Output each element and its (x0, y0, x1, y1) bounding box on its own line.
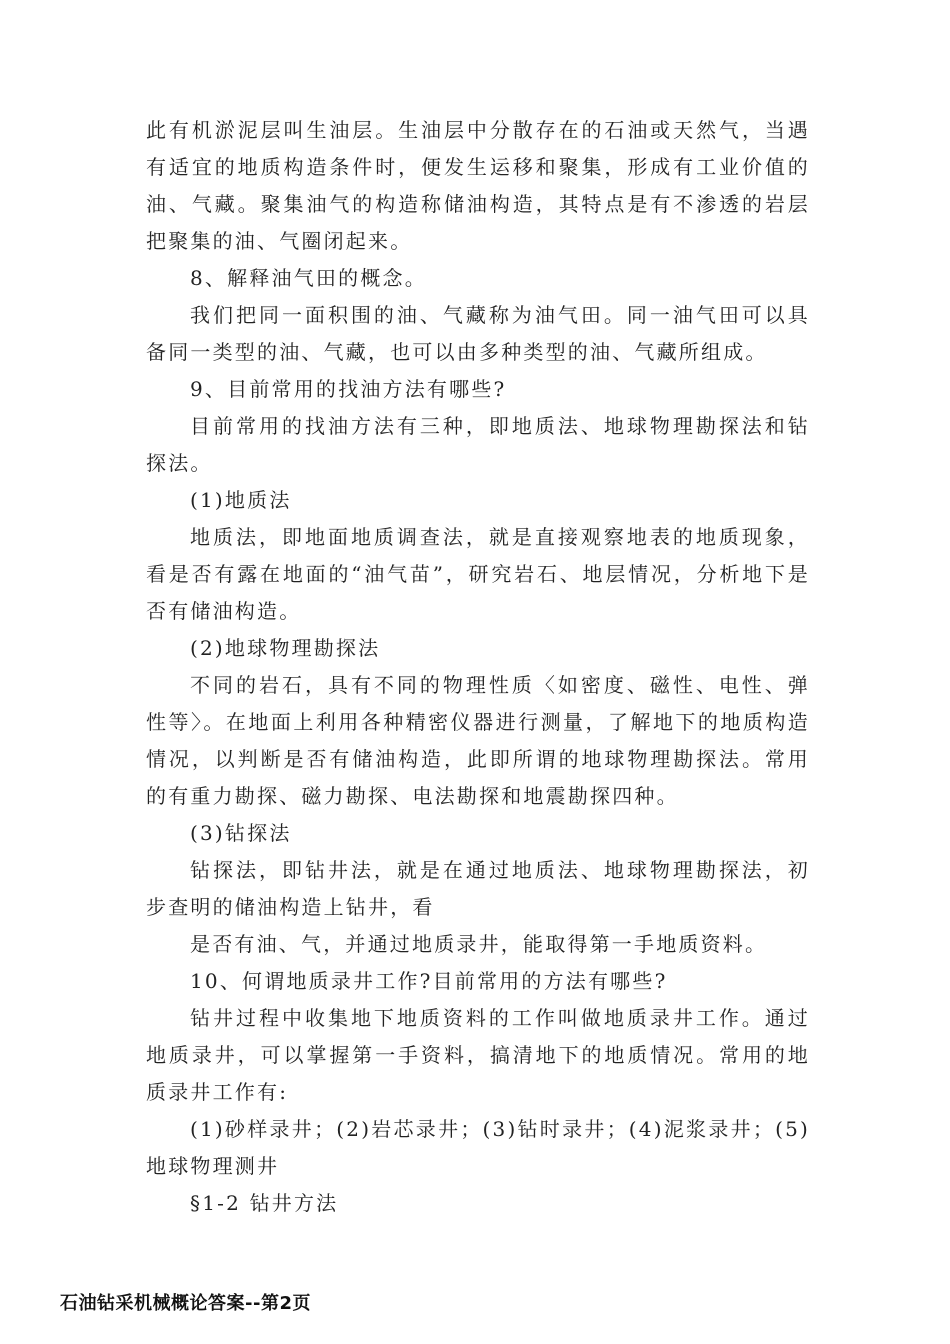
method-geology-text: 地质法，即地面地质调查法，就是直接观察地表的地质现象，看是否有露在地面的“油气苗”，研究岩石、地层情况，分析地下是否有储油构造。 (146, 525, 810, 623)
method-geology-heading: (1)地质法 (190, 488, 292, 512)
logging-methods-list: (1)砂样录井；(2)岩芯录井；(3)钻时录井；(4)泥浆录井；(5)地球物理测井 (146, 1117, 810, 1178)
method-drilling-text-cont: 是否有油、气，并通过地质录井，能取得第一手地质资料。 (190, 932, 768, 956)
question-8: 8、解释油气田的概念。 (190, 266, 427, 290)
method-drilling-heading: (3)钻探法 (190, 821, 292, 845)
question-9: 9、目前常用的找油方法有哪些? (190, 377, 507, 401)
question-10: 10、何谓地质录井工作?目前常用的方法有哪些? (190, 969, 668, 993)
answer-10: 钻井过程中收集地下地质资料的工作叫做地质录井工作。通过地质录井，可以掌握第一手资料，搞清地下的地质情况。常用的地质录井工作有: (146, 1006, 810, 1104)
page-footer: 石油钻采机械概论答案--第2页 (60, 1293, 311, 1314)
paragraph-1: 此有机淤泥层叫生油层。生油层中分散存在的石油或天然气，当遇有适宜的地质构造条件时，便发生运移和聚集，形成有工业价值的油、气藏。聚集油气的构造称储油构造，其特点是有不渗透的岩层把聚集的油、气圈闭起来。 (146, 118, 810, 253)
method-geophysics-text: 不同的岩石，具有不同的物理性质〈如密度、磁性、电性、弹性等〉。在地面上利用各种精密仪器进行测量，了解地下的地质构造情况，以判断是否有储油构造，此即所谓的地球物理勘探法。常用的有重力勘探、磁力勘探、电法勘探和地震勘探四种。 (146, 673, 810, 808)
method-geophysics-heading: (2)地球物理勘探法 (190, 636, 381, 660)
body-text (146, 112, 810, 1222)
answer-8: 我们把同一面积围的油、气藏称为油气田。同一油气田可以具备同一类型的油、气藏，也可以由多种类型的油、气藏所组成。 (146, 303, 810, 364)
section-heading: §1-2 钻井方法 (190, 1191, 339, 1215)
method-drilling-text: 钻探法，即钻井法，就是在通过地质法、地球物理勘探法，初步查明的储油构造上钻井，看 (146, 858, 810, 919)
answer-9: 目前常用的找油方法有三种，即地质法、地球物理勘探法和钻探法。 (146, 414, 810, 475)
